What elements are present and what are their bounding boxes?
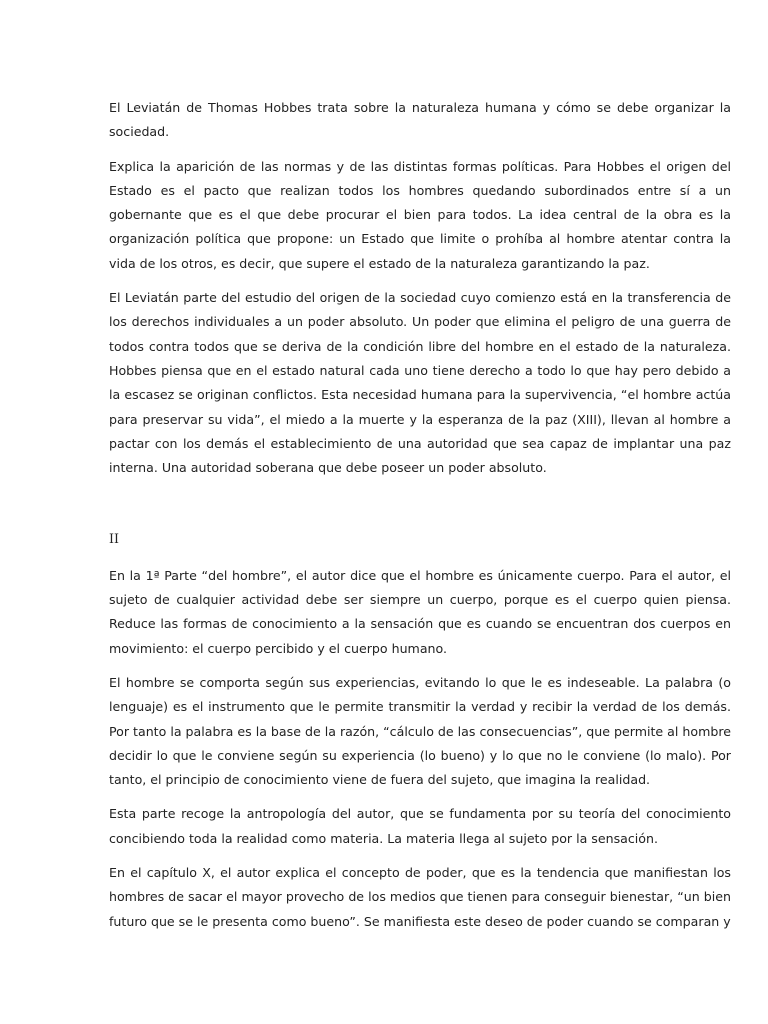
paragraph-intro-1: El Leviatán de Thomas Hobbes trata sobre la naturaleza humana y cómo se debe organizar la sociedad.: [109, 100, 731, 140]
paragraph-section-1: En la 1ª Parte “del hombre”, el autor dice que el hombre es únicamente cuerpo. Para el autor, el sujeto de cualquier actividad debe ser siempre un cuerpo, porque es el cuerpo quien piensa. Reduce las formas de conocimiento a la sensación que es cuando se encuentran dos cuerpos en movimiento: el cuerpo percibido y el cuerpo humano.: [109, 567, 731, 656]
paragraph-section-2: El hombre se comporta según sus experiencias, evitando lo que le es indeseable. La palabra (o lenguaje) es el instrumento que le permite transmitir la verdad y recibir la verdad de los demás. Por tanto la palabra es la base de la razón, “cálculo de las consecuencias”, que permite al hombre decidir lo que le conviene según su experiencia (lo bueno) y lo que no le conviene (lo malo). Por tanto, el principio de conocimiento viene de fuera del sujeto, que imagina la realidad.: [109, 674, 731, 788]
paragraph-section-3: Esta parte recoge la antropología del autor, que se fundamenta por su teoría del conocimiento concibiendo toda la realidad como materia. La materia llega al sujeto por la sensación.: [109, 806, 731, 846]
paragraph-intro-2: Explica la aparición de las normas y de las distintas formas políticas. Para Hobbes el origen del Estado es el pacto que realizan todos los hombres quedando subordinados entre sí a un gobernante que es el que debe procurar el bien para todos. La idea central de la obra es la organización política que propone: un Estado que limite o prohíba al hombre atentar contra la vida de los otros, es decir, que supere el estado de la naturaleza garantizando la paz.: [109, 158, 731, 271]
document-body: [109, 96, 731, 944]
paragraph-section-4: En el capítulo X, el autor explica el concepto de poder, que es la tendencia que manifiestan los hombres de sacar el mayor provecho de los medios que tienen para conseguir bienestar, “un bien futuro que se le presenta como bueno”. Se manifiesta este deseo de poder cuando se comparan y: [109, 865, 731, 929]
section-heading: II: [109, 531, 119, 547]
paragraph-intro-3: El Leviatán parte del estudio del origen de la sociedad cuyo comienzo está en la transferencia de los derechos individuales a un poder absoluto. Un poder que elimina el peligro de una guerra de todos contra todos que se deriva de la condición libre del hombre en el estado de la naturaleza. Hobbes piensa que en el estado natural cada uno tiene derecho a todo lo que hay pero debido a la escasez se originan conflictos. Esta necesidad humana para la supervivencia, “el hombre actúa para preservar su vida”, el miedo a la muerte y la esperanza de la paz (XIII), llevan al hombre a pactar con los demás el establecimiento de una autoridad que sea capaz de implantar una paz interna. Una autoridad soberana que debe poseer un poder absoluto.: [109, 290, 731, 476]
